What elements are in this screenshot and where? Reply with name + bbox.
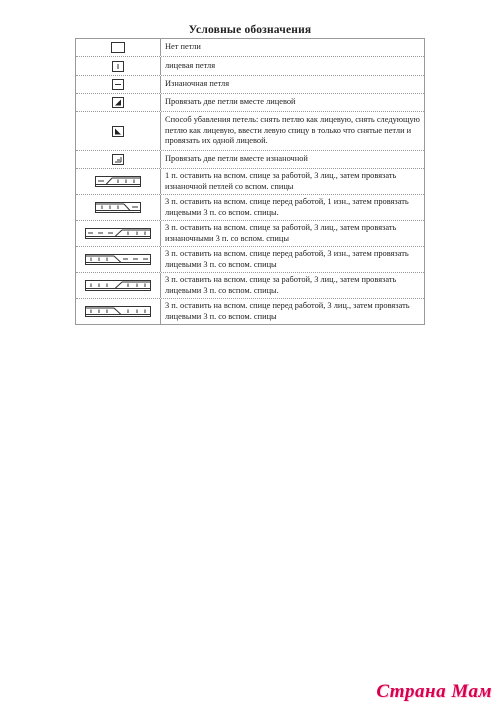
cable-3-3-front-icon	[85, 306, 151, 317]
no-stitch-icon	[111, 42, 125, 53]
symbol-cell	[76, 273, 161, 298]
description-cell	[161, 76, 424, 93]
description-cell	[161, 221, 424, 246]
description-text: лицевая петля	[165, 60, 216, 70]
cable-3-3-front-purl-icon	[85, 254, 151, 265]
cable-3-1-front-icon	[95, 202, 141, 213]
symbol-cell	[76, 169, 161, 194]
description-text: Способ убавления петель: снять петлю как лицевую, снять следующую петлю как лицевую, ввести левую спицу в только что снятые петли и провязать их одной лицевой.	[165, 115, 420, 146]
description-text: 3 п. оставить на вспом. спице перед работой, 1 изн., затем провязать лицевыми 3 п. со вспом. спицы.	[165, 197, 409, 217]
symbol-cell	[76, 299, 161, 324]
symbol-cell	[76, 247, 161, 272]
cable-3-3-back-purl-icon	[85, 228, 151, 239]
legend-row	[76, 112, 424, 151]
description-text: 3 п. оставить на вспом. спице перед работой, 3 лиц., затем провязать лицевыми 3 п. со вспом. спицы	[165, 301, 410, 321]
legend-row	[76, 94, 424, 112]
symbol-cell	[76, 94, 161, 111]
legend-row	[76, 39, 424, 57]
purl-stitch-icon	[112, 79, 124, 90]
knit-stitch-icon	[112, 61, 124, 72]
legend-row	[76, 247, 424, 273]
description-text: Изнаночная петля	[165, 79, 230, 89]
description-text: 3 п. оставить на вспом. спице перед работой, 3 изн., затем провязать лицевыми 3 п. со вспом. спицы	[165, 249, 409, 269]
description-cell	[161, 247, 424, 272]
description-cell	[161, 112, 424, 150]
legend-row	[76, 151, 424, 169]
watermark-logo: Страна Мам	[376, 681, 492, 702]
cable-1-3-back-purl-icon	[95, 176, 141, 187]
symbol-cell	[76, 39, 161, 56]
description-text: 1 п. оставить на вспом. спице за работой, 3 лиц., затем провязать изнаночной петлей со вспом. спицы	[165, 171, 397, 191]
symbol-cell	[76, 57, 161, 75]
description-cell	[161, 299, 424, 324]
k2tog-icon	[112, 97, 124, 108]
legend-row	[76, 57, 424, 76]
p2tog-icon	[112, 154, 124, 165]
symbol-cell	[76, 112, 161, 150]
symbol-cell	[76, 195, 161, 220]
description-cell	[161, 273, 424, 298]
description-cell	[161, 39, 424, 56]
symbol-cell	[76, 76, 161, 93]
legend-row	[76, 299, 424, 324]
description-cell	[161, 169, 424, 194]
symbol-cell	[76, 221, 161, 246]
description-cell	[161, 57, 424, 75]
description-text: 3 п. оставить на вспом. спице за работой, 3 лиц., затем провязать изнаночными 3 п. со вспом. спицы	[165, 223, 397, 243]
cable-3-3-back-icon	[85, 280, 151, 291]
legend-row	[76, 221, 424, 247]
description-text: Провязать две петли вместе лицевой	[165, 97, 296, 107]
description-text: 3 п. оставить на вспом. спице за работой, 3 лиц., затем провязать лицевыми 3 п. со вспом. спицы.	[165, 275, 397, 295]
description-text: Провязать две петли вместе изнаночной	[165, 154, 308, 164]
legend-row	[76, 76, 424, 94]
legend-row	[76, 169, 424, 195]
ssk-icon	[112, 126, 124, 137]
legend-row	[76, 195, 424, 221]
description-cell	[161, 151, 424, 168]
description-cell	[161, 195, 424, 220]
legend-row	[76, 273, 424, 299]
description-cell	[161, 94, 424, 111]
legend-table	[75, 38, 425, 325]
symbol-cell	[76, 151, 161, 168]
page-title: Условные обозначения	[188, 24, 312, 36]
description-text: Нет петли	[165, 42, 201, 52]
